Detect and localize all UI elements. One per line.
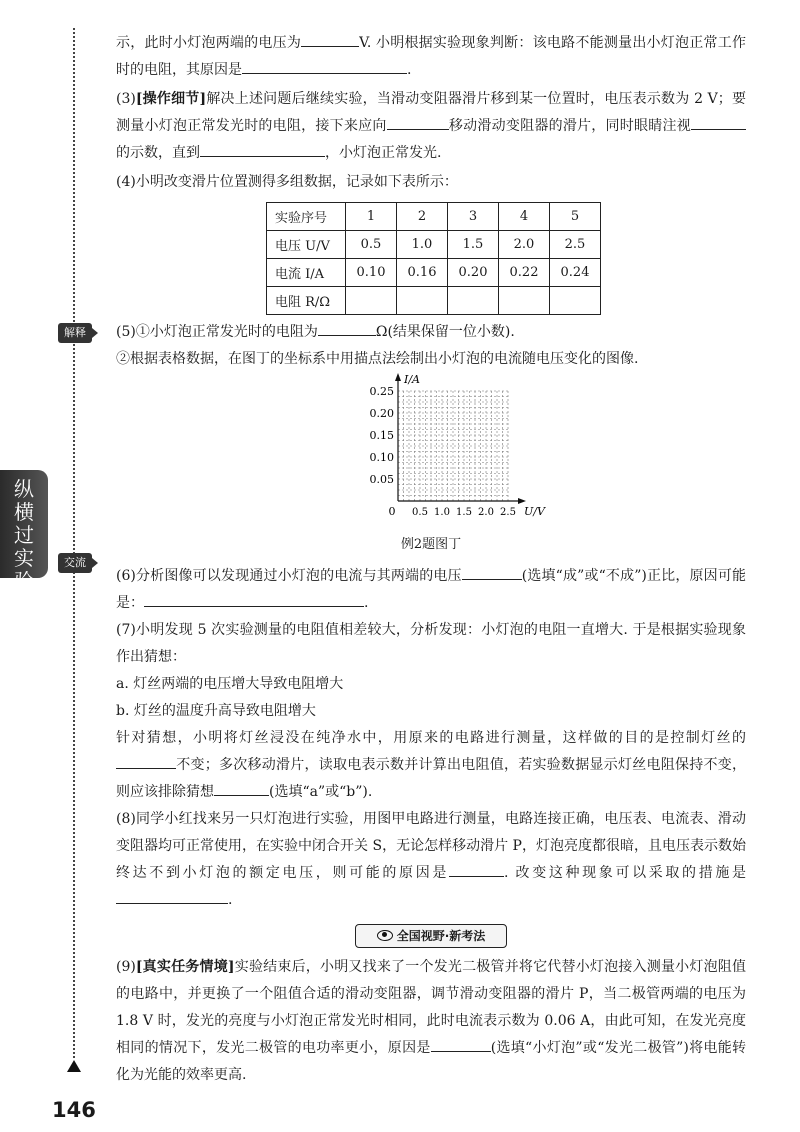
- table-row: [267, 287, 601, 315]
- table-row: [267, 259, 601, 287]
- y-tick-label: 0.05: [369, 473, 394, 486]
- x-tick-label: 1.5: [456, 507, 472, 518]
- question-6: (6)分析图像可以发现通过小灯泡的电流与其两端的电压 (选填“成”或“不成”)正比，原因可能是： .: [116, 563, 746, 617]
- table-cell: 3: [448, 203, 499, 231]
- figure-caption: 例2题图丁: [400, 537, 462, 552]
- question-7-method: 针对猜想，小明将灯丝浸没在纯净水中，用原来的电路进行测量，这样做的目的是控制灯丝的不变；多次移动滑片，读取电表示数并计算出电阻值，若实验数据显示灯丝电阻保持不变，则应该排除猜想 (选填“a”或“b”).: [116, 730, 746, 800]
- table-cell: 0.5: [346, 231, 397, 259]
- hypothesis-b: b. 灯丝的温度升高导致电阻增大: [116, 703, 316, 719]
- explain-tag: 解释: [58, 323, 92, 343]
- q2-continuation: 示，此时小灯泡两端的电压为 V. 小明根据实验现象判断：该电路不能测量出小灯泡正常工作时的电阻，其原因是 .: [116, 30, 746, 84]
- question-4: (4)小明改变滑片位置测得多组数据，记录如下表所示：: [116, 174, 458, 190]
- table-cell: 4: [499, 203, 550, 231]
- current-voltage-graph: [336, 373, 545, 533]
- table-cell: [397, 287, 448, 315]
- table-cell: [448, 287, 499, 315]
- main-content: [116, 30, 746, 1089]
- table-cell: 1: [346, 203, 397, 231]
- side-section-tab: [0, 470, 48, 593]
- question-9: (9)[真实任务情境]实验结束后，小明又找来了一个发光二极管并将它代替小灯泡接入测量小灯泡阻值的电路中，并更换了一个阻值合适的滑动变阻器，调节滑动变阻器的滑片 P，当二极管两端的电压为 1.8 V 时，发光的亮度与小灯泡正常发光时相同，此时电流表示数为 0.06 A，由此可知，在发光亮度相同的情况下，发光二极管的电功率更小，原因是 (选填“小灯泡”或“发光二极管”)将电能转化为光能的效率更高.: [116, 959, 747, 1083]
- origin-label: 0: [388, 505, 396, 518]
- x-axis-label: U/V: [524, 505, 545, 518]
- table-cell: [499, 287, 550, 315]
- table-cell: 5: [550, 203, 601, 231]
- x-axis-arrow-icon: [518, 498, 526, 504]
- y-tick-label: 0.10: [369, 451, 394, 464]
- x-tick-label: 2.0: [478, 507, 494, 518]
- question-7: (7)小明发现 5 次实验测量的电阻值相差较大，分析发现：小灯泡的电阻一直增大. 于是根据实验现象作出猜想：: [116, 622, 746, 665]
- y-tick-label: 0.25: [369, 385, 394, 398]
- y-axis-arrow-icon: [395, 373, 401, 381]
- table-cell: 2.0: [499, 231, 550, 259]
- table-row: [267, 231, 601, 259]
- x-tick-label: 1.0: [434, 507, 450, 518]
- table-cell: 2.5: [550, 231, 601, 259]
- exchange-tag: 交流: [58, 553, 92, 573]
- x-tick-label: 0.5: [412, 507, 428, 518]
- data-table: [266, 202, 601, 315]
- y-tick-label: 0.15: [369, 429, 394, 442]
- table-cell: 0.24: [550, 259, 601, 287]
- section-banner: 全国视野·新考法: [355, 924, 507, 948]
- table-cell: 0.16: [397, 259, 448, 287]
- table-cell: 电流 I/A: [267, 259, 346, 287]
- eye-icon: [377, 930, 393, 941]
- table-cell: 0.22: [499, 259, 550, 287]
- table-cell: 电压 U/V: [267, 231, 346, 259]
- table-cell: 1.0: [397, 231, 448, 259]
- hypothesis-a: a. 灯丝两端的电压增大导致电阻增大: [116, 676, 344, 692]
- x-tick-label: 2.5: [500, 507, 516, 518]
- table-cell: [346, 287, 397, 315]
- y-axis-label: I/A: [404, 373, 420, 386]
- side-tab-label: 纵横过实验: [14, 477, 34, 593]
- table-cell: 1.5: [448, 231, 499, 259]
- question-5-part-2: ②根据表格数据，在图丁的坐标系中用描点法绘制出小灯泡的电流随电压变化的图像.: [116, 351, 639, 367]
- table-cell: 0.10: [346, 259, 397, 287]
- table-row: [267, 203, 601, 231]
- table-cell: 0.20: [448, 259, 499, 287]
- y-tick-label: 0.20: [369, 407, 394, 420]
- table-cell: 2: [397, 203, 448, 231]
- question-8: (8)同学小红找来另一只灯泡进行实验，用图甲电路进行测量，电路连接正确，电压表、电流表、滑动变阻器均可正常使用，在实验中闭合开关 S，无论怎样移动滑片 P，灯泡亮度都很暗，且电压表示数始终达不到小灯泡的额定电压，则可能的原因是 . 改变这种现象可以采取的措施是.: [116, 811, 746, 908]
- graph-container: [116, 373, 746, 535]
- margin-dotted-line: [73, 28, 75, 1058]
- table-cell: 电阻 R/Ω: [267, 287, 346, 315]
- table-cell: 实验序号: [267, 203, 346, 231]
- page-number: 146: [52, 1098, 96, 1122]
- question-3: (3)[操作细节]解决上述问题后继续实验，当滑动变阻器滑片移到某一位置时，电压表示数为 2 V；要测量小灯泡正常发光时的电阻，接下来应向 移动滑动变阻器的滑片，同时眼睛注视的示数，直到 ，小灯泡正常发光.: [116, 91, 746, 161]
- margin-arrow-icon: [67, 1060, 81, 1072]
- question-5-part-1: (5)①小灯泡正常发光时的电阻为 Ω(结果保留一位小数).: [116, 319, 746, 346]
- table-cell: [550, 287, 601, 315]
